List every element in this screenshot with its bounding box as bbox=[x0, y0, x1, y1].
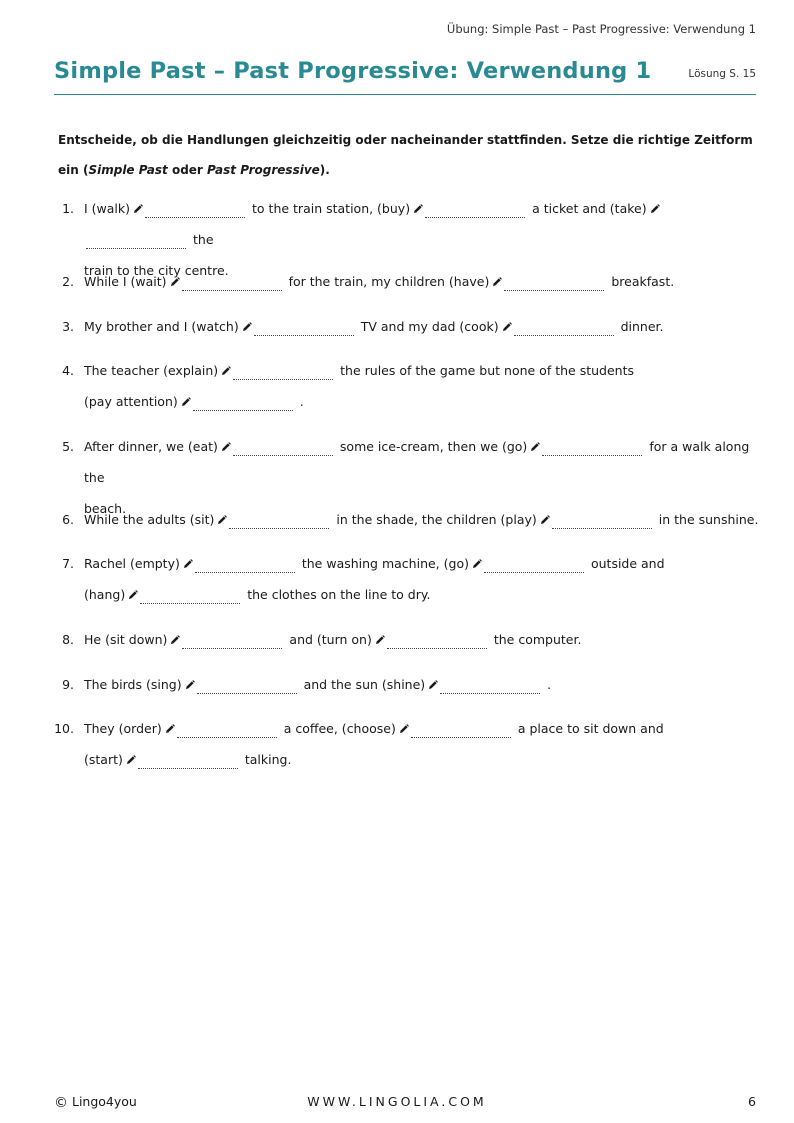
exercise-text-segment: the clothes on the line to dry. bbox=[247, 587, 431, 602]
exercise-text-segment: The teacher (explain) bbox=[84, 363, 219, 378]
exercise-text bbox=[84, 266, 764, 297]
exercise-text-segment: the washing machine, (go) bbox=[301, 556, 469, 571]
pencil-icon bbox=[399, 714, 409, 724]
pencil-icon bbox=[242, 312, 252, 322]
pencil-icon bbox=[472, 549, 482, 559]
exercise-text-segment: the rules of the game but none of the students bbox=[340, 363, 634, 378]
exercise-text-segment: to the train station, (buy) bbox=[252, 201, 411, 216]
answer-blank[interactable] bbox=[387, 631, 487, 649]
pencil-icon bbox=[170, 625, 180, 635]
exercise-text-segment: They (order) bbox=[84, 721, 162, 736]
answer-blank[interactable] bbox=[425, 200, 525, 218]
pencil-icon bbox=[185, 670, 195, 680]
exercise-text-segment: a place to sit down and bbox=[517, 721, 664, 736]
exercise-text-segment: some ice-cream, then we (go) bbox=[339, 439, 528, 454]
exercise-text-segment: Rachel (empty) bbox=[84, 556, 180, 571]
footer-page-number: 6 bbox=[748, 1094, 756, 1109]
exercise-text-segment: the bbox=[193, 232, 214, 247]
exercise-number: 9. bbox=[62, 677, 74, 692]
page-title: Simple Past – Past Progressive: Verwendung 1 bbox=[54, 58, 652, 84]
exercise-text-segment: and (turn on) bbox=[289, 632, 372, 647]
exercise-text bbox=[84, 669, 764, 700]
exercise-text-segment: TV and my dad (cook) bbox=[360, 319, 499, 334]
pencil-icon bbox=[492, 267, 502, 277]
exercise-number: 10. bbox=[54, 721, 74, 736]
exercise-number: 7. bbox=[62, 556, 74, 571]
pencil-icon bbox=[221, 356, 231, 366]
instructions-text-2: oder bbox=[167, 162, 208, 177]
answer-blank[interactable] bbox=[229, 511, 329, 529]
exercise-text-segment: in the shade, the children (play) bbox=[336, 512, 537, 527]
exercise-text-segment: in the sunshine. bbox=[658, 512, 759, 527]
instructions-em-simple-past: Simple Past bbox=[88, 162, 168, 177]
answer-blank[interactable] bbox=[233, 362, 333, 380]
pencil-icon bbox=[126, 745, 136, 755]
instructions-text-3: ). bbox=[319, 162, 330, 177]
answer-blank[interactable] bbox=[504, 273, 604, 291]
footer-website: WWW.LINGOLIA.COM bbox=[307, 1094, 487, 1109]
exercise-text bbox=[84, 311, 764, 342]
exercise-number: 5. bbox=[62, 439, 74, 454]
answer-blank[interactable] bbox=[233, 438, 333, 456]
exercise-text-segment: My brother and I (watch) bbox=[84, 319, 239, 334]
answer-blank[interactable] bbox=[193, 393, 293, 411]
exercise-text-segment: and the sun (shine) bbox=[303, 677, 426, 692]
exercise-text bbox=[84, 504, 764, 535]
exercise-text-segment: for the train, my children (have) bbox=[288, 274, 490, 289]
answer-blank[interactable] bbox=[140, 586, 240, 604]
solution-reference: Lösung S. 15 bbox=[688, 68, 756, 80]
exercise-text-segment: He (sit down) bbox=[84, 632, 168, 647]
exercise-number: 6. bbox=[62, 512, 74, 527]
exercise-text-segment: the computer. bbox=[493, 632, 582, 647]
pencil-icon bbox=[183, 549, 193, 559]
copyright-icon: © bbox=[54, 1095, 68, 1111]
pencil-icon bbox=[217, 505, 227, 515]
answer-blank[interactable] bbox=[145, 200, 245, 218]
answer-blank[interactable] bbox=[182, 631, 282, 649]
answer-blank[interactable] bbox=[86, 231, 186, 249]
exercise-text-segment: breakfast. bbox=[611, 274, 675, 289]
exercise-text-segment: (start) bbox=[84, 752, 123, 767]
instructions-em-past-progressive: Past Progressive bbox=[207, 162, 320, 177]
answer-blank[interactable] bbox=[177, 720, 277, 738]
exercise-text-segment: (pay attention) bbox=[84, 394, 178, 409]
footer-brand-name: Lingo4you bbox=[71, 1094, 137, 1109]
exercise-text-segment: While the adults (sit) bbox=[84, 512, 215, 527]
exercise-text-segment: After dinner, we (eat) bbox=[84, 439, 218, 454]
exercise-text-segment: outside and bbox=[590, 556, 665, 571]
exercise-number: 4. bbox=[62, 363, 74, 378]
pencil-icon bbox=[128, 580, 138, 590]
exercise-number: 2. bbox=[62, 274, 74, 289]
title-row bbox=[54, 58, 756, 95]
pencil-icon bbox=[221, 432, 231, 442]
exercise-text bbox=[84, 624, 764, 655]
answer-blank[interactable] bbox=[254, 318, 354, 336]
instructions bbox=[58, 126, 758, 185]
answer-blank[interactable] bbox=[197, 676, 297, 694]
exercise-text-segment: I (walk) bbox=[84, 201, 131, 216]
exercise-text-segment: beach. bbox=[84, 501, 127, 516]
exercise-text-segment: a ticket and (take) bbox=[532, 201, 647, 216]
answer-blank[interactable] bbox=[514, 318, 614, 336]
answer-blank[interactable] bbox=[138, 751, 238, 769]
exercise-number: 3. bbox=[62, 319, 74, 334]
exercise-text-segment: The birds (sing) bbox=[84, 677, 182, 692]
answer-blank[interactable] bbox=[552, 511, 652, 529]
pencil-icon bbox=[413, 194, 423, 204]
exercise-text bbox=[84, 355, 764, 417]
pencil-icon bbox=[530, 432, 540, 442]
pencil-icon bbox=[165, 714, 175, 724]
answer-blank[interactable] bbox=[195, 555, 295, 573]
pencil-icon bbox=[181, 387, 191, 397]
exercise-text-segment: for a walk along the bbox=[84, 439, 750, 485]
exercise-text-segment: a coffee, (choose) bbox=[283, 721, 396, 736]
exercise-text-segment: train to the city centre. bbox=[84, 263, 229, 278]
exercise-text bbox=[84, 548, 764, 610]
answer-blank[interactable] bbox=[411, 720, 511, 738]
exercise-text-segment: . bbox=[547, 677, 552, 692]
running-header: Übung: Simple Past – Past Progressive: Verwendung 1 bbox=[446, 22, 756, 36]
exercise-text-segment: (hang) bbox=[84, 587, 126, 602]
exercise-number: 1. bbox=[62, 201, 74, 216]
exercise-text-segment: . bbox=[299, 394, 304, 409]
pencil-icon bbox=[133, 194, 143, 204]
pencil-icon bbox=[502, 312, 512, 322]
answer-blank[interactable] bbox=[182, 273, 282, 291]
answer-blank[interactable] bbox=[440, 676, 540, 694]
pencil-icon bbox=[540, 505, 550, 515]
pencil-icon bbox=[375, 625, 385, 635]
instructions-text-1: Entscheide, ob die Handlungen gleichzeitig oder nacheinander stattfinden. Setze die richtige Zeitform ein ( bbox=[58, 133, 753, 177]
pencil-icon bbox=[428, 670, 438, 680]
pencil-icon bbox=[170, 267, 180, 277]
answer-blank[interactable] bbox=[542, 438, 642, 456]
exercise-text-segment: dinner. bbox=[620, 319, 664, 334]
exercise-text bbox=[84, 713, 764, 775]
exercise-text-segment: While I (wait) bbox=[84, 274, 167, 289]
exercise-number: 8. bbox=[62, 632, 74, 647]
exercise-text-segment: talking. bbox=[244, 752, 292, 767]
answer-blank[interactable] bbox=[484, 555, 584, 573]
pencil-icon bbox=[650, 194, 660, 204]
